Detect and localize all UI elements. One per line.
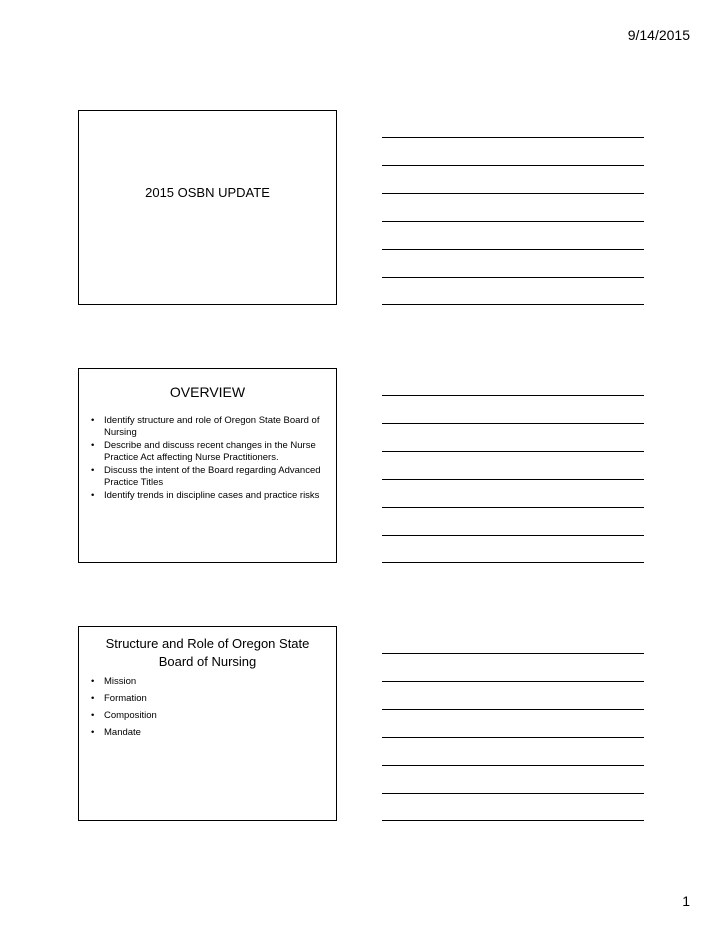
bullet-text: Discuss the intent of the Board regarding Advanced Practice Titles <box>104 465 321 488</box>
bullet-icon: • <box>91 727 95 738</box>
note-line <box>382 137 644 138</box>
note-line <box>382 653 644 654</box>
slide-1 <box>78 110 337 305</box>
note-line <box>382 451 644 452</box>
note-line <box>382 820 644 821</box>
bullet-icon: • <box>91 693 95 704</box>
bullet-text: Identify structure and role of Oregon State Board of Nursing <box>104 415 320 438</box>
bullet-text: Describe and discuss recent changes in the Nurse Practice Act affecting Nurse Practitioners. <box>104 440 316 463</box>
bullet-icon: • <box>91 490 95 501</box>
bullet-item <box>89 415 322 439</box>
note-line <box>382 221 644 222</box>
bullet-text: Mission <box>104 676 137 687</box>
page-date: 9/14/2015 <box>627 27 690 43</box>
note-line <box>382 535 644 536</box>
bullet-text: Identify trends in discipline cases and practice risks <box>104 490 320 501</box>
bullet-item <box>89 465 322 489</box>
slide-1-title: 2015 OSBN UPDATE <box>145 185 270 200</box>
note-line <box>382 507 644 508</box>
bullet-item <box>89 440 322 464</box>
notes-lines-2 <box>382 395 644 595</box>
page-number: 1 <box>682 893 690 909</box>
bullet-text: Formation <box>104 693 147 704</box>
bullet-icon: • <box>91 465 95 476</box>
slide-2-bullet-list <box>89 415 322 503</box>
note-line <box>382 395 644 396</box>
slide-3 <box>78 626 337 821</box>
slide-3-title: Structure and Role of Oregon State Board of Nursing <box>105 636 310 669</box>
note-line <box>382 737 644 738</box>
bullet-item <box>89 676 322 688</box>
bullet-icon: • <box>91 710 95 721</box>
bullet-item <box>89 693 322 705</box>
bullet-icon: • <box>91 415 95 426</box>
bullet-icon: • <box>91 676 95 687</box>
bullet-icon: • <box>91 440 95 451</box>
slide-2 <box>78 368 337 563</box>
bullet-text: Composition <box>104 710 157 721</box>
bullet-item <box>89 727 322 739</box>
note-line <box>382 423 644 424</box>
note-line <box>382 249 644 250</box>
note-line <box>382 562 644 563</box>
note-line <box>382 304 644 305</box>
note-line <box>382 793 644 794</box>
note-line <box>382 165 644 166</box>
note-line <box>382 681 644 682</box>
bullet-text: Mandate <box>104 727 141 738</box>
bullet-item <box>89 710 322 722</box>
bullet-item <box>89 490 322 502</box>
notes-lines-3 <box>382 653 644 853</box>
note-line <box>382 277 644 278</box>
slide-2-title: OVERVIEW <box>169 384 246 400</box>
note-line <box>382 193 644 194</box>
note-line <box>382 479 644 480</box>
note-line <box>382 709 644 710</box>
note-line <box>382 765 644 766</box>
slide-3-bullet-list <box>89 676 322 744</box>
notes-lines-1 <box>382 137 644 337</box>
